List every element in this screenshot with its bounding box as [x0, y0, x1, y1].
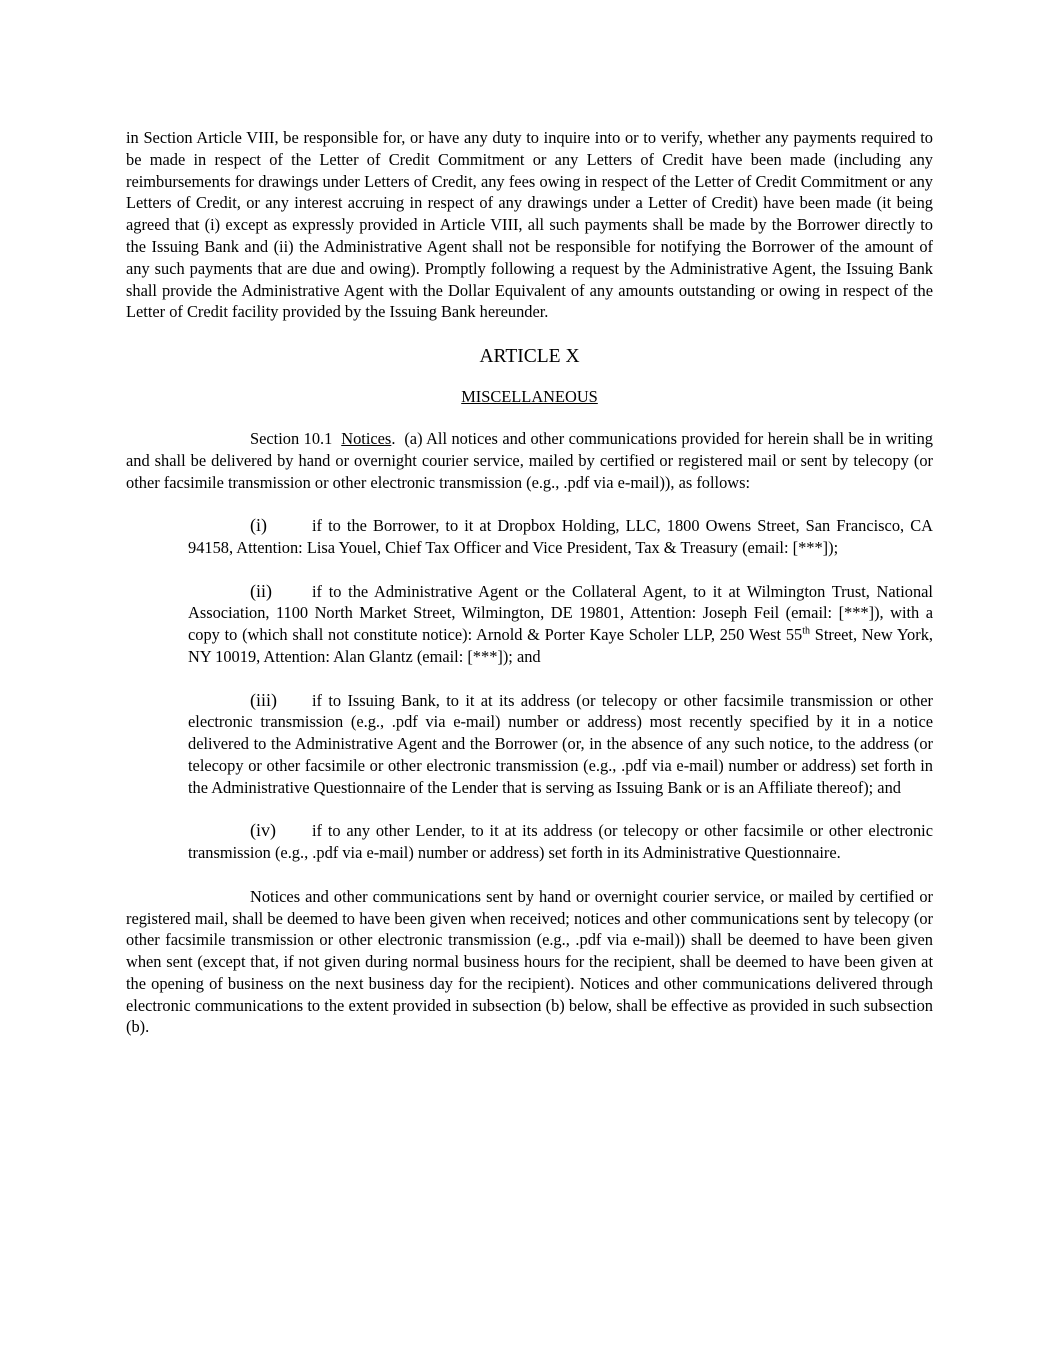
- article-title: ARTICLE X: [479, 346, 580, 368]
- clause-number: (ii): [250, 580, 272, 601]
- clause-number: (iv): [250, 820, 276, 841]
- clause-iii: [188, 690, 933, 799]
- clause-text-continued: Street, New York, NY 10019, Attention: Alan Glantz (email: [***]); and: [188, 625, 933, 666]
- clause-iv: [188, 820, 933, 864]
- clause-number: (i): [250, 515, 267, 536]
- clause-number: (iii): [250, 689, 277, 710]
- closing-paragraph: Notices and other communications sent by hand or overnight courier service, or mailed by certified or registered mail, shall be deemed to have been given when received; notices and other communications sent by telecopy (or other facsimile transmission or other electronic transmission (e.g., .pdf via e-mail)) shall be deemed to have been given when sent (except that, if not given during normal business hours for the recipient, shall be deemed to have been given at the opening of business on the next business day for the recipient). Notices and other communications delivered through electronic communications to the extent provided in subsection (b) below, shall be effective as provided in such subsection (b).: [126, 886, 933, 1037]
- intro-paragraph: in Section Article VIII, be responsible for, or have any duty to inquire into or to verify, whether any payments required to be made in respect of the Letter of Credit Commitment or any Letters of Credit have been made (including any reimbursements for drawings under Letters of Credit, any fees owing in respect of the Letter of Credit Commitment or any Letters of Credit, or any interest accruing in respect of any drawings under a Letter of Credit) have been made (it being agreed that (i) except as expressly provided in Article VIII, all such payments shall be made by the Borrower directly to the Issuing Bank and (ii) the Administrative Agent shall not be responsible for notifying the Borrower of the amount of any such payments that are due and owing). Promptly following a request by the Administrative Agent, the Issuing Bank shall provide the Administrative Agent with the Dollar Equivalent of any amounts outstanding or owing in respect of the Letter of Credit facility provided by the Issuing Bank hereunder.: [126, 128, 933, 322]
- clause-i: [188, 515, 933, 559]
- section-10-1-paragraph: [126, 428, 933, 493]
- section-heading: Notices: [341, 428, 392, 448]
- document-page: [126, 127, 933, 1038]
- clause-ii: [188, 581, 933, 668]
- section-heading-punct: .: [391, 428, 396, 448]
- clause-text: if to the Administrative Agent or the Collateral Agent, to it at Wilmington Trust, National Association, 1100 North Market Street, Wilmington, DE 19801, Attention: Joseph Feil (email: [***]), with a copy to (which shall not constitute notice): Arnold & Porter Kaye Scholer LLP, 250 West 55: [188, 581, 933, 645]
- clause-text: if to Issuing Bank, to it at its address (or telecopy or other facsimile transmission or other electronic transmission (e.g., .pdf via e-mail) number or address) most recently specified by it in a notice delivered to the Administrative Agent and the Borrower (or, in the absence of any such notice, to the address (or telecopy or other facsimile or other electronic transmission (e.g., .pdf via e-mail) number or address) set forth in the Administrative Questionnaire of the Lender that is serving as Issuing Bank or is an Affiliate thereof); and: [188, 690, 933, 797]
- section-number: Section 10.1: [250, 428, 333, 448]
- section-text: (a) All notices and other communications provided for herein shall be in writing and shall be delivered by hand or overnight courier service, mailed by certified or registered mail or sent by telecopy (or other facsimile transmission or other electronic transmission (e.g., .pdf via e-mail)), as follows:: [126, 428, 933, 492]
- clause-text: if to any other Lender, to it at its address (or telecopy or other facsimile or other electronic transmission (e.g., .pdf via e-mail) number or address) set forth in its Administrative Questionnaire.: [188, 821, 933, 863]
- article-subtitle: [126, 386, 933, 408]
- clause-text: if to the Borrower, to it at Dropbox Holding, LLC, 1800 Owens Street, San Francisco, CA 94158, Attention: Lisa Youel, Chief Tax Officer and Vice President, Tax & Treasury (email: [***]);: [188, 516, 933, 557]
- clause-superscript: th: [802, 625, 810, 637]
- article-subtitle-text: MISCELLANEOUS: [461, 387, 598, 407]
